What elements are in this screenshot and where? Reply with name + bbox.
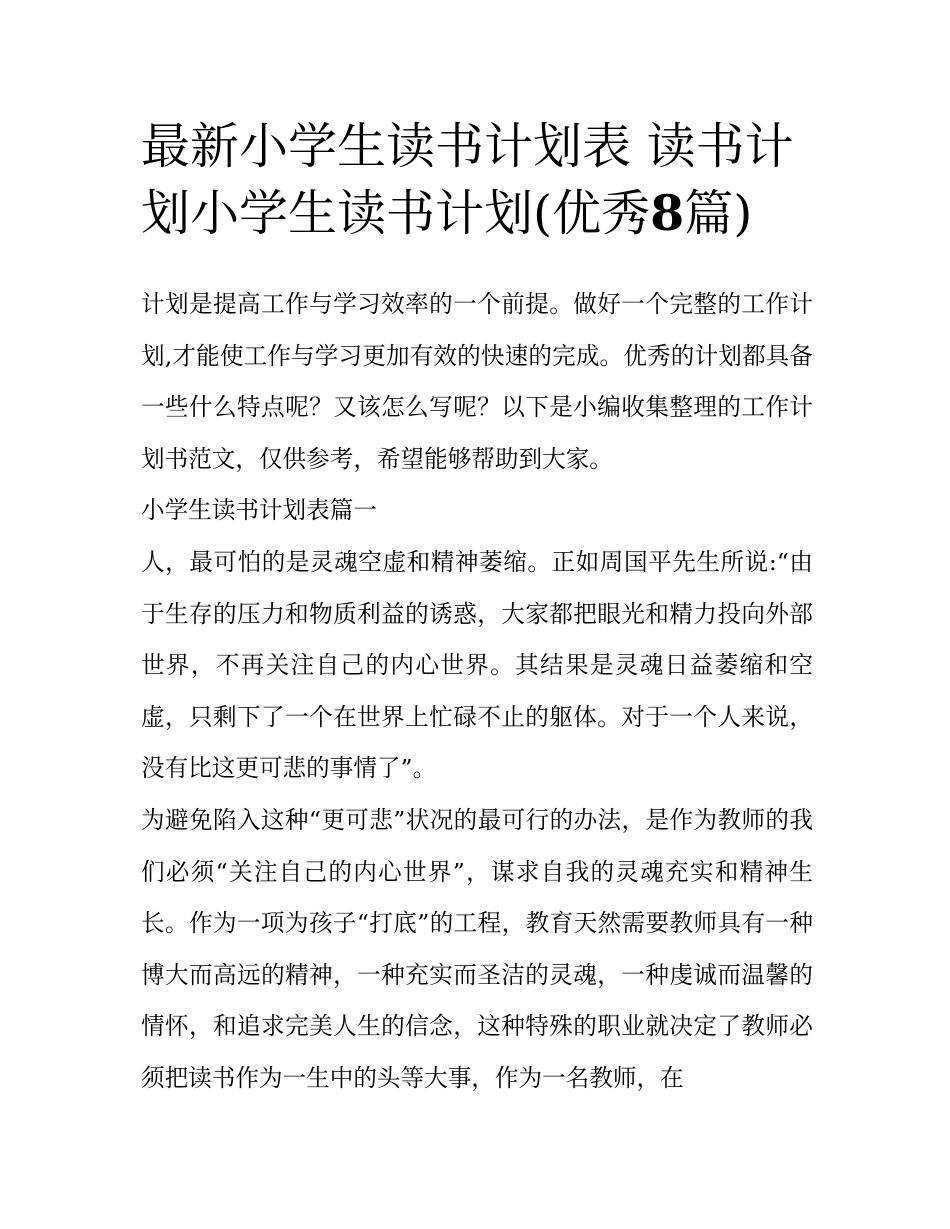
title-suffix: 篇) bbox=[684, 185, 753, 242]
intro-paragraph: 计划是提高工作与学习效率的一个前提。做好一个完整的工作计划,才能使工作与学习更加有效的快速的完成。优秀的计划都具备一些什么特点呢？又该怎么写呢？以下是小编收集整理的工作计划书范文，仅供参考，希望能够帮助到大家。 bbox=[141, 290, 813, 473]
title-text: 最新小学生读书计划表 读书计划小学生读书计划(优秀 bbox=[141, 118, 794, 242]
body-paragraph: 为避免陷入这种“更可悲”状况的最可行的办法，是作为教师的我们必须“关注自己的内心世界”，谋求自我的灵魂充实和精神生长。作为一项为孩子“打底”的工程，教育天然需要教师具有一种博大而高远的精神，一种充实而圣洁的灵魂，一种虔诚而温馨的情怀，和追求完美人生的信念，这种特殊的职业就决定了教师必须把读书作为一生中的头等大事，作为一名教师，在 bbox=[141, 805, 813, 1092]
title-number: 8 bbox=[650, 184, 685, 242]
document-body bbox=[141, 279, 813, 1105]
section-heading: 小学生读书计划表篇一 bbox=[141, 496, 377, 525]
body-paragraph: 人，最可怕的是灵魂空虚和精神萎缩。正如周国平先生所说:“由于生存的压力和物质利益的诱惑，大家都把眼光和精力投向外部世界，不再关注自己的内心世界。其结果是灵魂日益萎缩和空虚，只剩下了一个在世界上忙碌不止的躯体。对于一个人来说，没有比这更可悲的事情了”。 bbox=[141, 547, 813, 783]
page-title bbox=[141, 114, 821, 247]
